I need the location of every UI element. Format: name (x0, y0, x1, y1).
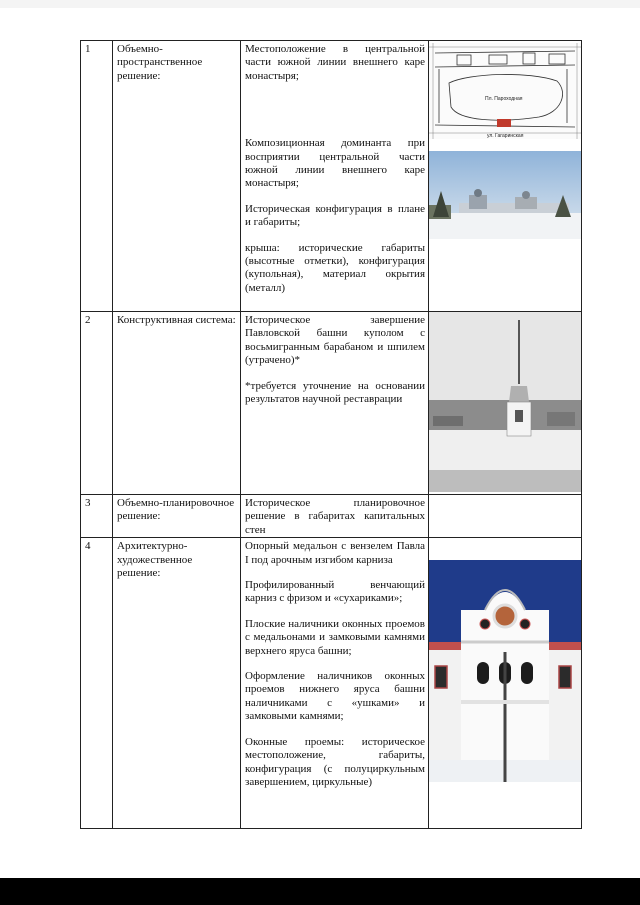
row-number: 3 (81, 495, 113, 538)
element-name: Конструктивная система: (113, 312, 241, 495)
description-paragraph: Историческая конфигурация в плане и габариты; (245, 202, 425, 229)
element-name: Архитектурно-художественное решение: (113, 538, 241, 829)
historic-tower-photo (429, 312, 581, 492)
table-row (81, 312, 582, 495)
tower-facade-photo (429, 560, 581, 782)
scan-bottom-edge (0, 878, 640, 905)
table-row (81, 538, 582, 829)
element-name: Объемно-планировочное решение: (113, 495, 241, 538)
description-paragraph: Историческое завершение Павловской башни куполом с восьмигранным барабаном и шпилем (утрачено)* (245, 314, 425, 367)
image-cell (429, 312, 582, 495)
description-paragraph: Плоские наличники оконных проемов с медальонами и замковыми камнями верхнего яруса башни; (245, 617, 425, 657)
element-description (241, 495, 429, 538)
element-description (241, 312, 429, 495)
element-name: Объемно-пространственное решение: (113, 41, 241, 312)
description-paragraph: крыша: исторические габариты (высотные отметки), конфигурация (купольная), материал окрытия (металл) (245, 241, 425, 294)
row-number: 1 (81, 41, 113, 312)
description-paragraph: Местоположение в центральной части южной линии внешнего каре монастыря; (245, 43, 425, 82)
element-description (241, 41, 429, 312)
image-cell (429, 495, 582, 538)
site-plan-image (429, 43, 581, 139)
protection-subject-table (80, 40, 582, 829)
description-paragraph: Композиционная доминанта при восприятии центральной части южной линии внешнего каре монастыря; (245, 137, 425, 190)
scan-top-edge (0, 0, 640, 8)
description-paragraph: Историческое планировочное решение в габаритах капитальных стен (245, 497, 425, 536)
description-paragraph: Оформление наличников оконных проемов нижнего яруса башни наличниками с «ушками» и замковыми камнями; (245, 670, 425, 723)
description-paragraph: *требуется уточнение на основании результатов научной реставрации (245, 379, 425, 406)
plan-label-street: ул. Гагаринская (487, 133, 524, 139)
description-paragraph: Оконные проемы: историческое местоположение, габариты, конфигурация (с полуциркульным завершением, циркульные) (245, 735, 425, 788)
table-row (81, 495, 582, 538)
description-paragraph: Опорный медальон с вензелем Павла I под арочным изгибом карниза (245, 540, 425, 566)
table-row (81, 41, 582, 312)
plan-label-square: Пл. Пароходная (485, 96, 523, 102)
row-number: 4 (81, 538, 113, 829)
image-cell (429, 538, 582, 829)
winter-panorama-photo (429, 151, 581, 239)
element-description (241, 538, 429, 829)
image-cell (429, 41, 582, 312)
description-paragraph: Профилированный венчающий карниз с фризом и «сухариками»; (245, 579, 425, 605)
row-number: 2 (81, 312, 113, 495)
